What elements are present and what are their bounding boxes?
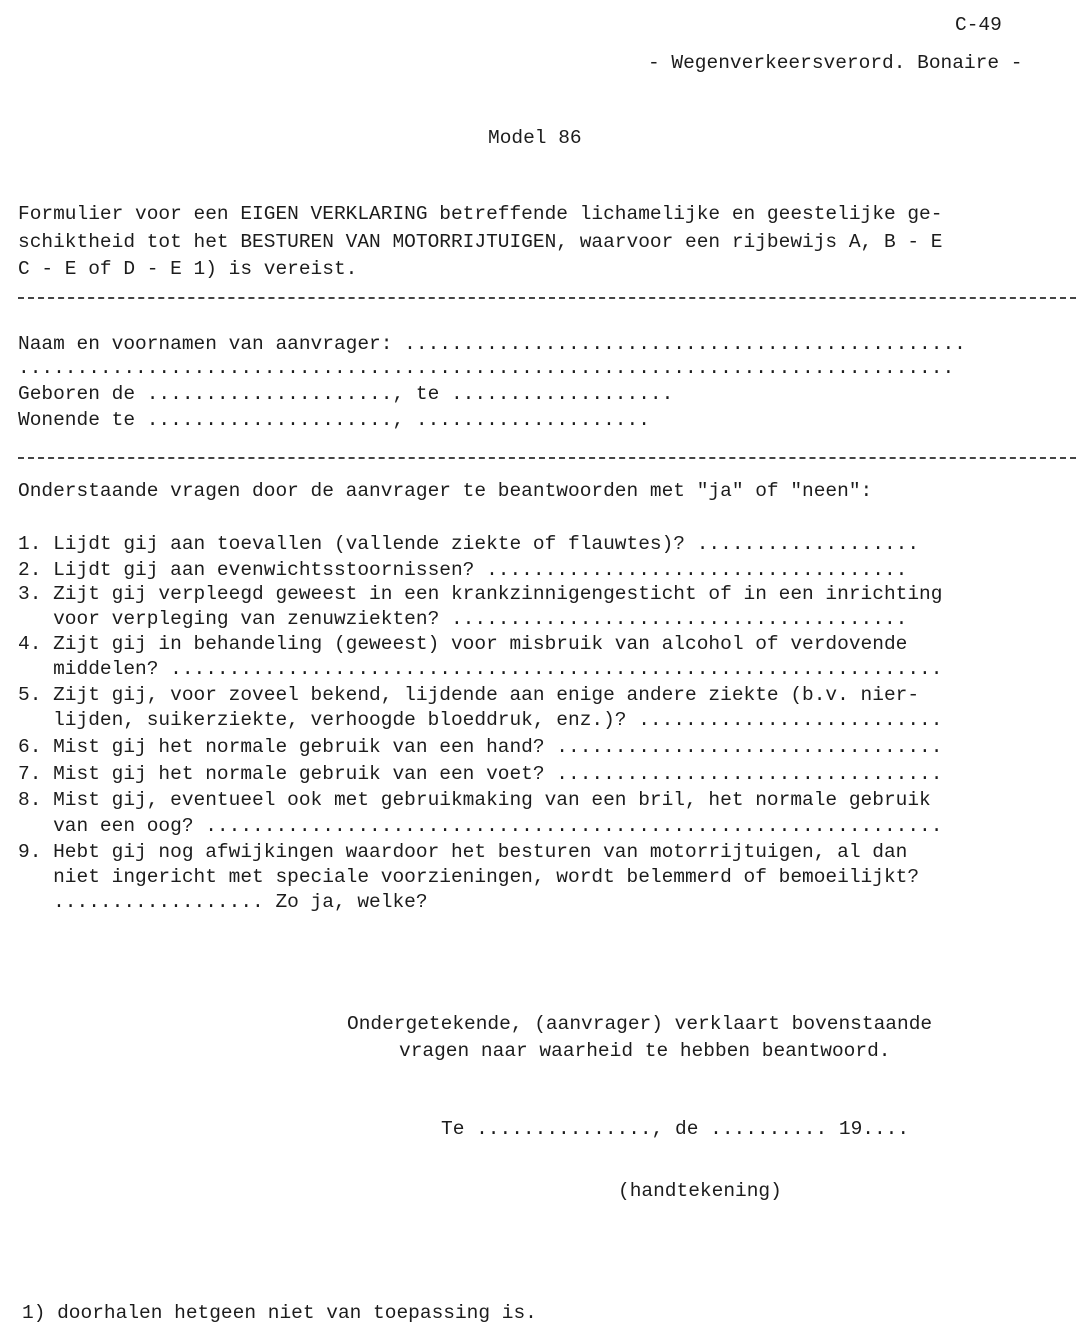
- question-line: voor verpleging van zenuwziekten? .......................................: [18, 608, 908, 630]
- intro-line-2: schiktheid tot het BESTUREN VAN MOTORRIJTUIGEN, waarvoor een rijbewijs A, B - E: [18, 231, 943, 253]
- question-line: 4. Zijt gij in behandeling (geweest) voor misbruik van alcohol of verdovende: [18, 633, 908, 655]
- applicant-name-field: Naam en voornamen van aanvrager: ................................................: [18, 333, 966, 355]
- declaration-line-1: Ondergetekende, (aanvrager) verklaart bovenstaande: [347, 1013, 933, 1035]
- question-line: van een oog? ...............................................................: [18, 815, 943, 837]
- question-line: 5. Zijt gij, voor zoveel bekend, lijdende aan enige andere ziekte (b.v. nier-: [18, 684, 920, 706]
- declaration-line-2: vragen naar waarheid te hebben beantwoord.: [399, 1040, 891, 1062]
- question-line: 3. Zijt gij verpleegd geweest in een krankzinnigengesticht of in een inrichting: [18, 583, 943, 605]
- question-line: 6. Mist gij het normale gebruik van een hand? .................................: [18, 736, 943, 758]
- divider: [18, 457, 1076, 459]
- model-title: Model 86: [488, 127, 582, 149]
- instructions: Onderstaande vragen door de aanvrager te beantwoorden met "ja" of "neen":: [18, 480, 873, 502]
- residence-field: Wonende te ....................., ....................: [18, 409, 650, 431]
- place-date-field: Te ..............., de .......... 19....: [441, 1118, 910, 1140]
- intro-line-1: Formulier voor een EIGEN VERKLARING betreffende lichamelijke en geestelijke ge-: [18, 203, 943, 225]
- question-line: niet ingericht met speciale voorzieningen, wordt belemmerd of bemoeilijkt?: [18, 866, 920, 888]
- applicant-name-continuation: ................................................................................: [18, 357, 955, 379]
- question-line: 7. Mist gij het normale gebruik van een voet? .................................: [18, 763, 943, 785]
- intro-line-3: C - E of D - E 1) is vereist.: [18, 258, 358, 280]
- question-line: 8. Mist gij, eventueel ook met gebruikmaking van een bril, het normale gebruik: [18, 789, 931, 811]
- question-line: .................. Zo ja, welke?: [18, 891, 428, 913]
- signature-label: (handtekening): [618, 1180, 782, 1202]
- page-number: C-49: [955, 14, 1002, 36]
- question-line: 2. Lijdt gij aan evenwichtsstoornissen? ....................................: [18, 559, 908, 581]
- question-line: 1. Lijdt gij aan toevallen (vallende ziekte of flauwtes)? ...................: [18, 533, 920, 555]
- question-line: lijden, suikerziekte, verhoogde bloeddruk, enz.)? ..........................: [18, 709, 943, 731]
- footnote: 1) doorhalen hetgeen niet van toepassing is.: [22, 1302, 537, 1324]
- question-line: 9. Hebt gij nog afwijkingen waardoor het besturen van motorrijtuigen, al dan: [18, 841, 908, 863]
- question-line: middelen? ..................................................................: [18, 658, 943, 680]
- birth-field: Geboren de ....................., te ...................: [18, 383, 674, 405]
- divider: [18, 297, 1076, 299]
- regulation-title: - Wegenverkeersverord. Bonaire -: [648, 52, 1023, 74]
